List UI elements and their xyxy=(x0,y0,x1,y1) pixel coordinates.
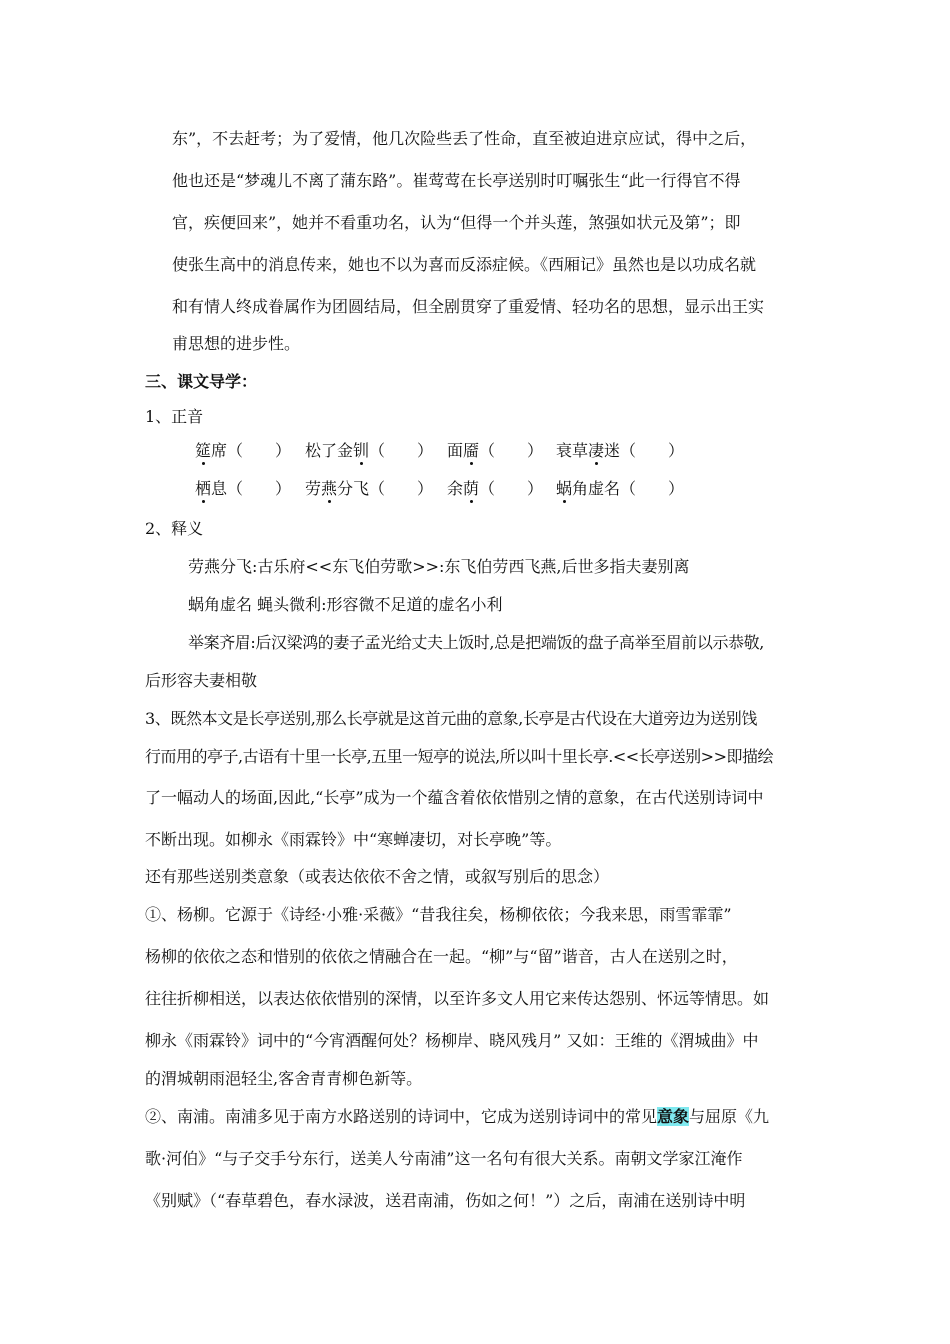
paragraph-line: ①、杨柳。它源于《诗经·小雅·采薇》“昔我往矣，杨柳依依；今我来思，雨雪霏霏” xyxy=(145,905,732,924)
paragraph-line: 柳永《雨霖铃》词中的“今宵酒醒何处？杨柳岸、晓风残月” 又如：王维的《渭城曲》中 xyxy=(145,1031,759,1050)
section-title: 三、课文导学： xyxy=(145,372,258,391)
intro-line: 东”，不去赶考；为了爱情，他几次险些丢了性命，直至被迫进京应试，得中之后， xyxy=(172,129,757,148)
pinyin-item: 蜗角虚名（ ） xyxy=(556,479,685,498)
pinyin-item: 余荫（ ） xyxy=(447,479,544,498)
paragraph-line: 行而用的亭子,古语有十里一长亭,五里一短亭的说法,所以叫十里长亭.<<长亭送别>>即描绘 xyxy=(145,747,773,766)
paragraph-line: 歌·河伯》“与子交手兮东行，送美人兮南浦”这一名句有很大关系。南朝文学家江淹作 xyxy=(145,1149,743,1168)
paragraph-line: 3、既然本文是长亭送别,那么长亭就是这首元曲的意象,长亭是古代设在大道旁边为送别饯 xyxy=(145,709,757,728)
highlighted-term: 意象 xyxy=(657,1107,690,1126)
intro-line: 甫思想的进步性。 xyxy=(172,334,301,353)
definition-item: 劳燕分飞:古乐府<<东飞伯劳歌>>:东飞伯劳西飞燕,后世多指夫妻别离 xyxy=(188,557,690,576)
paragraph-line: 还有那些送别类意象（或表达依依不舍之情，或叙写别后的思念） xyxy=(145,867,610,886)
pinyin-item: 松了金钏（ ） xyxy=(305,441,434,460)
subsection-heading: 1、正音 xyxy=(145,407,204,426)
intro-line: 官，疾便回来”，她并不看重功名，认为“但得一个并头莲，煞强如状元及第”；即 xyxy=(172,213,741,232)
definition-item: 后形容夫妻相敬 xyxy=(145,671,258,690)
paragraph-line: 了一幅动人的场面,因此,“长亭”成为一个蕴含着依依惜别之情的意象，在古代送别诗词中 xyxy=(145,788,764,807)
pinyin-item: 栖息（ ） xyxy=(195,479,292,498)
pinyin-item: 筵席（ ） xyxy=(195,441,292,460)
paragraph-line: 不断出现。如柳永《雨霖铃》中“寒蝉凄切，对长亭晚”等。 xyxy=(145,830,562,849)
intro-line: 他也还是“梦魂儿不离了蒲东路”。崔莺莺在长亭送别时叮嘱张生“此一行得官不得 xyxy=(172,171,741,190)
paragraph-line: ②、南浦。南浦多见于南方水路送别的诗词中，它成为送别诗词中的常见意象与屈原《九 xyxy=(145,1107,770,1126)
pinyin-item: 衰草凄迷（ ） xyxy=(556,441,685,460)
subsection-heading: 2、释义 xyxy=(145,519,204,538)
definition-item: 举案齐眉:后汉梁鸿的妻子孟光给丈夫上饭时,总是把端饭的盘子高举至眉前以示恭敬, xyxy=(188,633,764,652)
pinyin-item: 面靥（ ） xyxy=(447,441,544,460)
intro-line: 使张生高中的消息传来，她也不以为喜而反添症候。《西厢记》虽然也是以功成名就 xyxy=(172,255,757,274)
paragraph-line: 的渭城朝雨浥轻尘,客舍青青柳色新等。 xyxy=(145,1069,423,1088)
paragraph-line: 杨柳的依依之态和惜别的依依之情融合在一起。“柳”与“留”谐音，古人在送别之时， xyxy=(145,947,738,966)
pinyin-item: 劳燕分飞（ ） xyxy=(305,479,434,498)
intro-line: 和有情人终成眷属作为团圆结局，但全剧贯穿了重爱情、轻功名的思想，显示出王实 xyxy=(172,297,765,316)
paragraph-line: 《别赋》（“春草碧色，春水渌波，送君南浦，伤如之何！”）之后，南浦在送别诗中明 xyxy=(145,1191,746,1210)
definition-item: 蜗角虚名 蝇头微利:形容微不足道的虚名小利 xyxy=(188,595,503,614)
paragraph-line: 往往折柳相送，以表达依依惜别的深情，以至许多文人用它来传达怨别、怀远等情思。如 xyxy=(145,989,770,1008)
